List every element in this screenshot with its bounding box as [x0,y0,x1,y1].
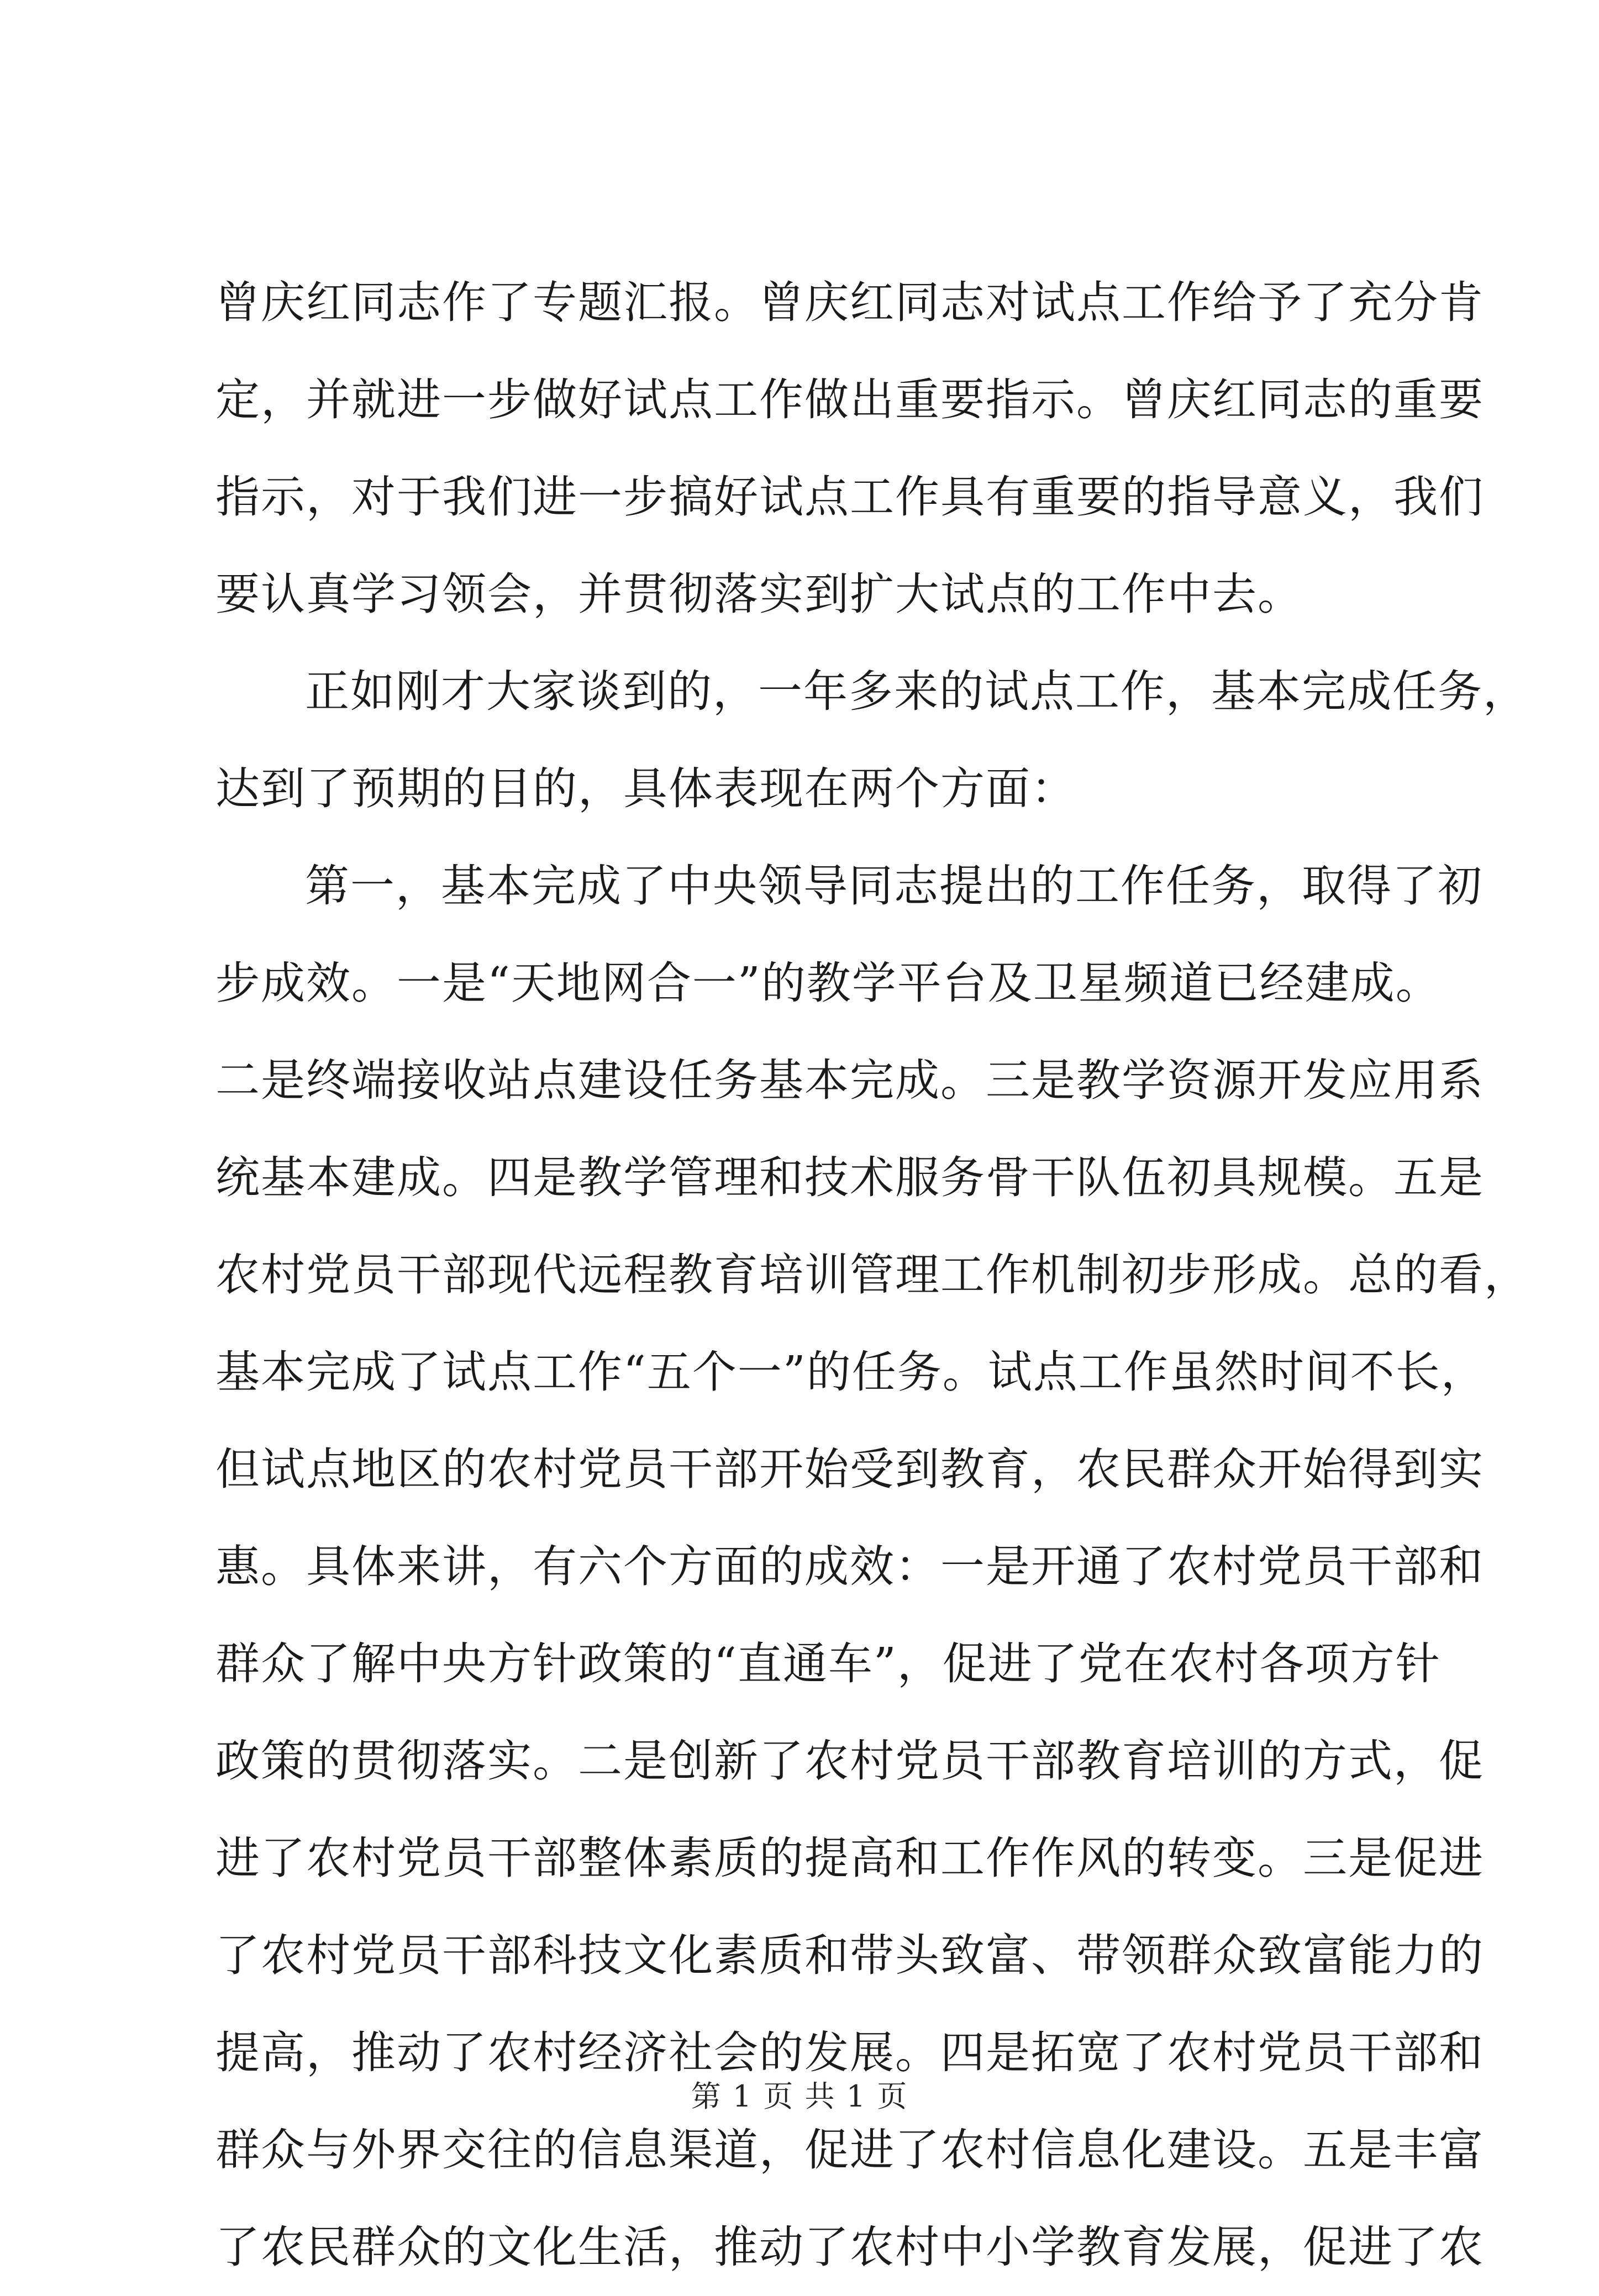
text-line: 基本完成了试点工作“五个一”的任务。试点工作虽然时间不长， [215,1346,1486,1398]
text-line: 要认真学习领会，并贯彻落实到扩大试点的工作中去。 [215,568,1303,620]
text-line: 但试点地区的农村党员干部开始受到教育，农民群众开始得到实 [215,1444,1484,1495]
text-line: 定，并就进一步做好试点工作做出重要指示。曾庆红同志的重要 [215,374,1484,425]
text-line: 二是终端接收站点建设任务基本完成。三是教学资源开发应用系 [215,1055,1484,1106]
text-line: 曾庆红同志作了专题汇报。曾庆红同志对试点工作给予了充分肯 [215,277,1484,328]
text-line: 惠。具体来讲，有六个方面的成效：一是开通了农村党员干部和 [215,1541,1484,1592]
text-line: 统基本建成。四是教学管理和技术服务骨干队伍初具规模。五是 [215,1152,1484,1203]
text-line: 步成效。一是“天地网合一”的教学平台及卫星频道已经建成。 [215,957,1441,1009]
paragraph-start-line: 第一，基本完成了中央领导同志提出的工作任务，取得了初 [305,860,1483,912]
body-text [215,254,1529,2296]
paragraph-start-line: 正如刚才大家谈到的，一年多来的试点工作，基本完成任务， [305,666,1528,717]
text-line: 群众与外界交往的信息渠道，促进了农村信息化建设。五是丰富 [215,2124,1484,2176]
text-line: 提高，推动了农村经济社会的发展。四是拓宽了农村党员干部和 [215,2027,1484,2078]
text-line: 政策的贯彻落实。二是创新了农村党员干部教育培训的方式，促 [215,1735,1484,1787]
text-line: 了农村党员干部科技文化素质和带头致富、带领群众致富能力的 [215,1930,1484,1981]
text-line: 群众了解中央方针政策的“直通车”，促进了党在农村各项方针 [215,1638,1441,1689]
text-line: 达到了预期的目的，具体表现在两个方面： [215,763,1076,814]
text-line: 农村党员干部现代远程教育培训管理工作机制初步形成。总的看， [215,1249,1529,1300]
text-line: 进了农村党员干部整体素质的提高和工作作风的转变。三是促进 [215,1832,1484,1884]
text-line: 了农民群众的文化生活，推动了农村中小学教育发展，促进了农 [215,2221,1484,2273]
text-line: 指示，对于我们进一步搞好试点工作具有重要的指导意义，我们 [215,471,1484,523]
page-footer: 第 1 页 共 1 页 [691,2079,908,2114]
